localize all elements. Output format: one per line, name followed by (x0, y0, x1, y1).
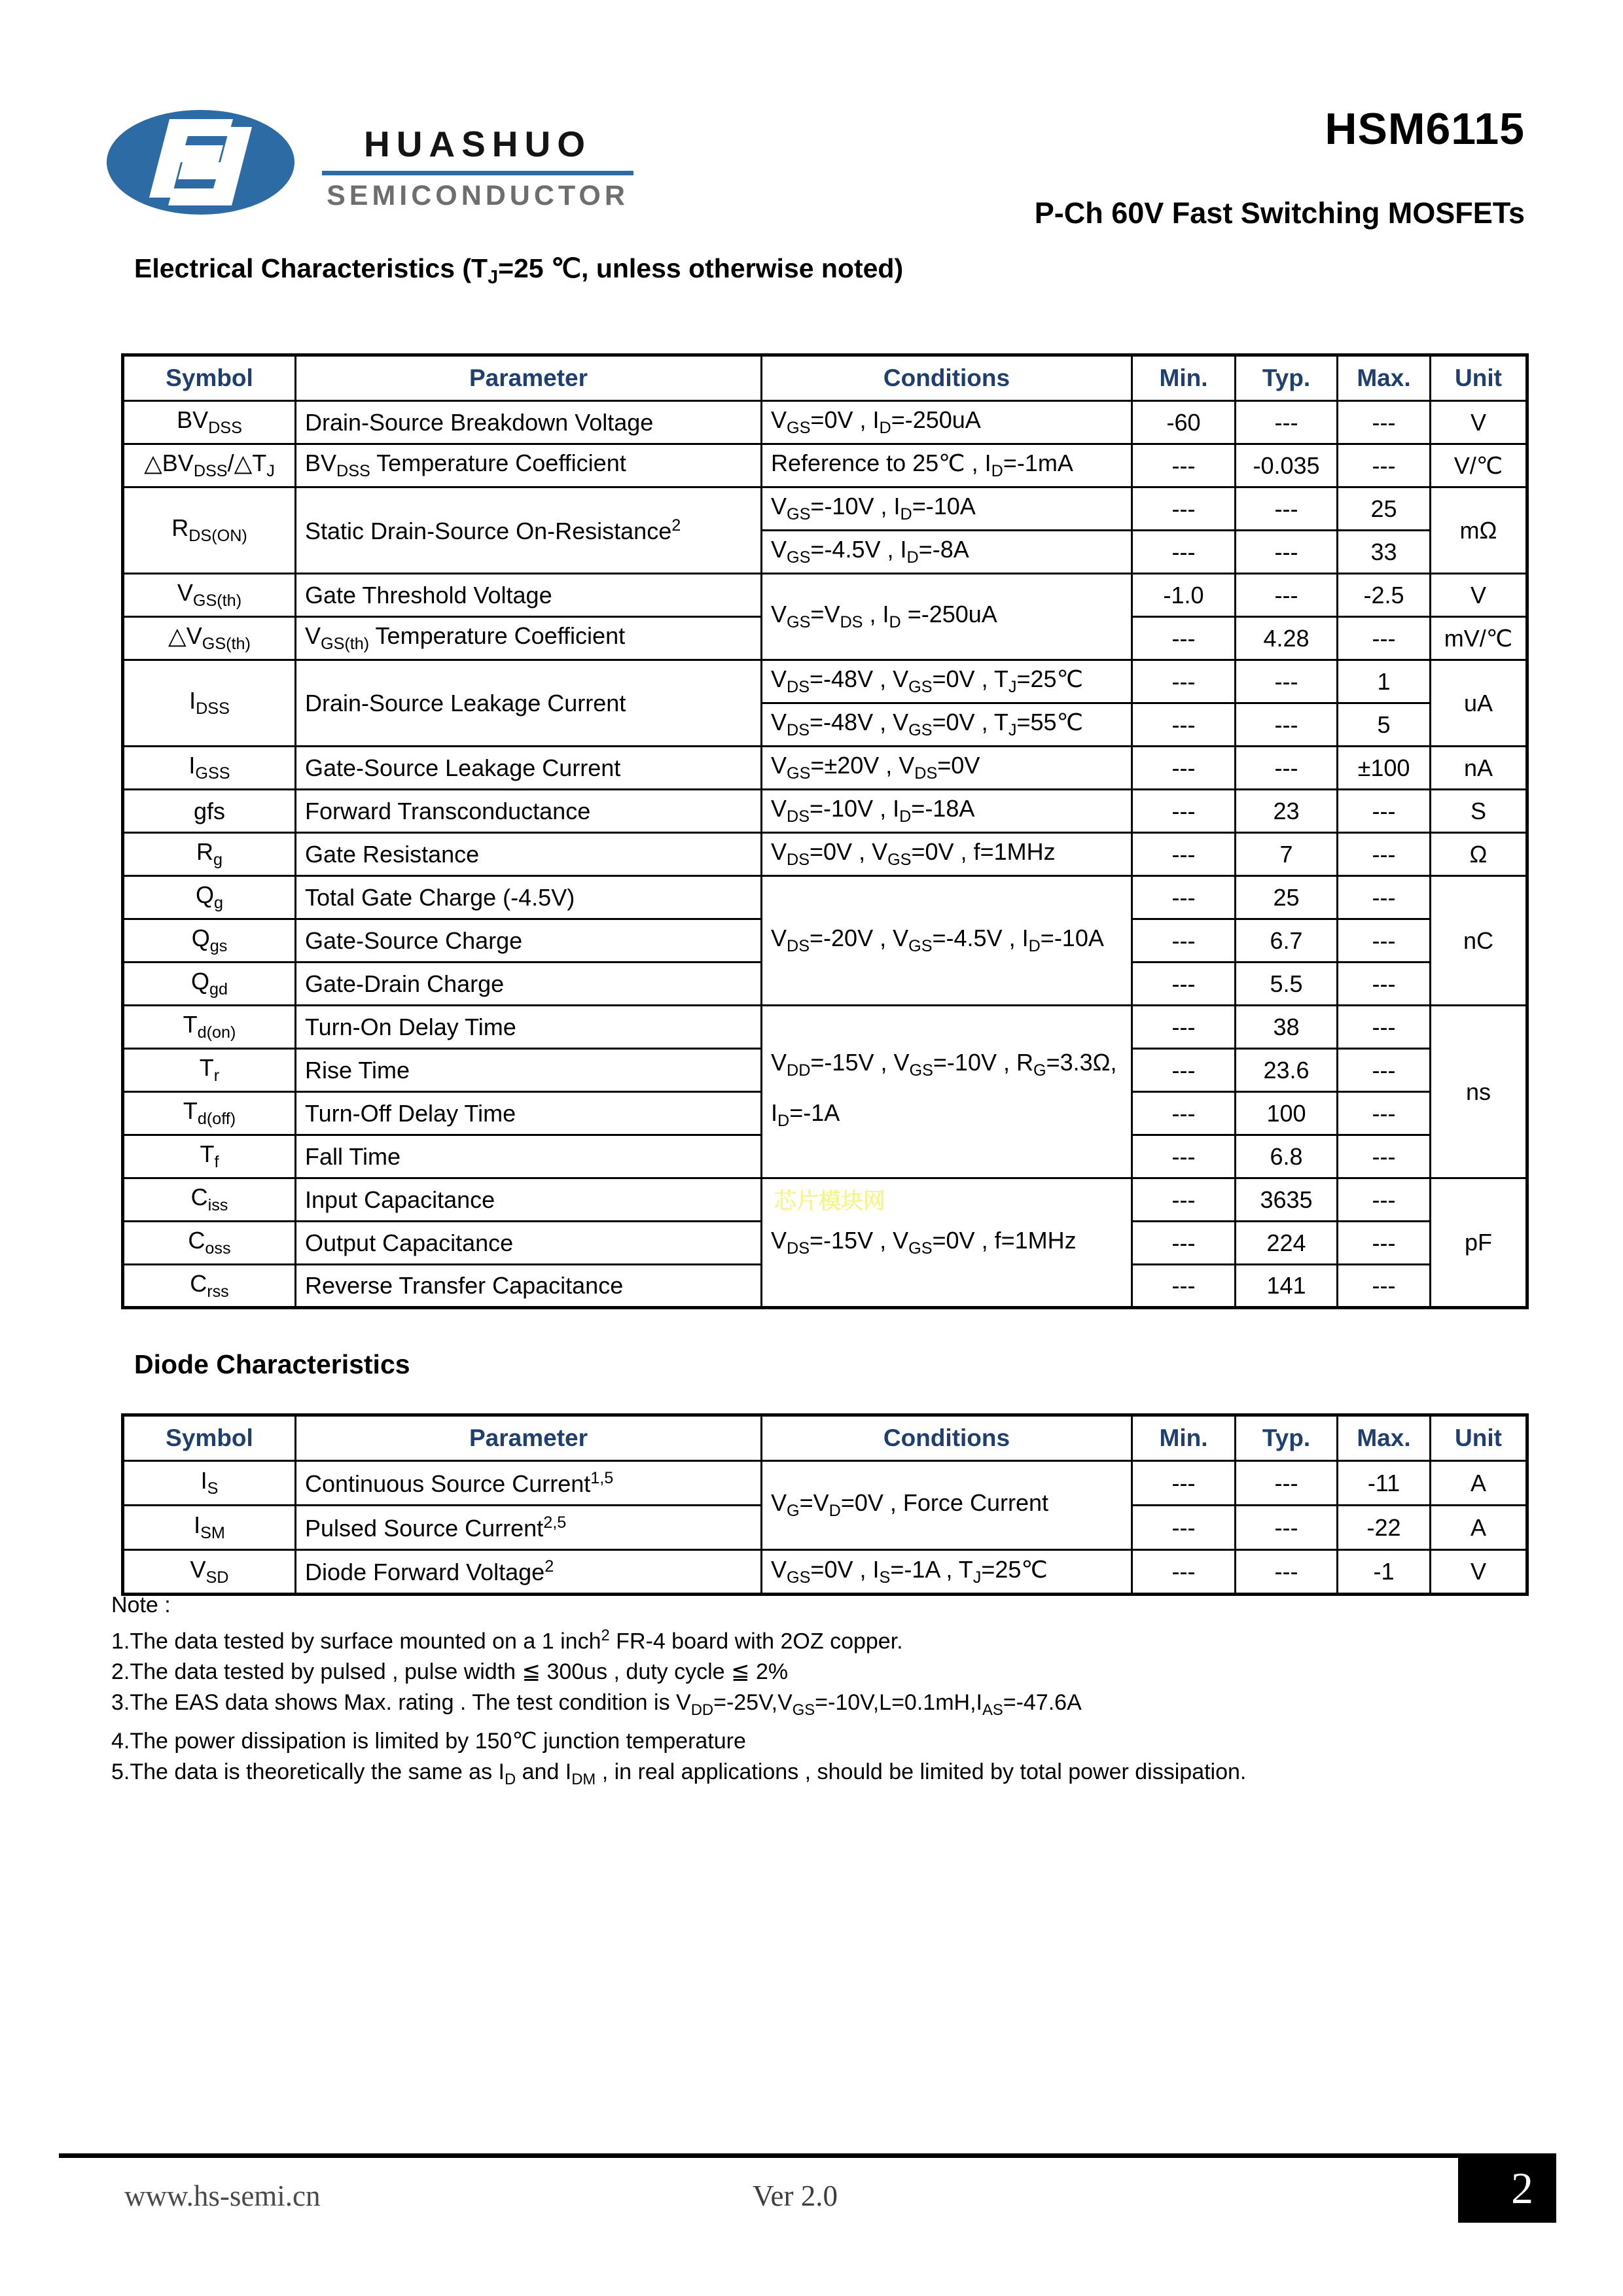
device-subtitle: P-Ch 60V Fast Switching MOSFETs (1034, 196, 1525, 230)
table-cell: --- (1338, 1222, 1431, 1265)
table-cell: V (1431, 1550, 1527, 1595)
table-cell: $BV_{DSS}$ Temperature Coefficient (296, 444, 762, 487)
table-cell: --- (1338, 833, 1431, 876)
electrical-characteristics-table (121, 353, 1529, 1309)
table-cell: 224 (1236, 1222, 1338, 1265)
table-cell: $I_{SM}$ (123, 1506, 296, 1550)
table-cell: S (1431, 790, 1527, 833)
table-cell: $V_{SD}$ (123, 1550, 296, 1595)
table-cell: Gate Threshold Voltage (296, 574, 762, 617)
table-cell: --- (1132, 660, 1236, 703)
note-item: 3.The EAS data shows Max. rating . The test condition is $V_{DD}=-25V,V_{GS}=-10V,L=0.1mH,I_{AS}=-47.6A$ (111, 1690, 1082, 1720)
column-header: Typ. (1236, 1415, 1338, 1461)
table-cell: --- (1132, 1178, 1236, 1222)
table-cell: --- (1236, 660, 1338, 703)
table-cell: --- (1132, 747, 1236, 790)
table-cell: -0.035 (1236, 444, 1338, 487)
table-cell: --- (1132, 1006, 1236, 1049)
table-cell: $V_{GS(th)}$ Temperature Coefficient (296, 617, 762, 660)
huashuo-logo-icon (107, 110, 294, 215)
table-cell: --- (1132, 531, 1236, 574)
table-cell: --- (1132, 487, 1236, 531)
table-cell: --- (1132, 1135, 1236, 1178)
table-cell: -11 (1338, 1461, 1431, 1506)
table-cell: -60 (1132, 401, 1236, 444)
table-cell: --- (1236, 703, 1338, 747)
table-cell: --- (1338, 1135, 1431, 1178)
table-cell: V (1431, 574, 1527, 617)
table-cell: --- (1338, 401, 1431, 444)
table-cell: --- (1132, 1092, 1236, 1135)
table-cell: Reference to 25℃ , $I_D=-1mA$ (762, 444, 1132, 487)
table-cell: --- (1132, 963, 1236, 1006)
table-row (123, 574, 1527, 617)
column-header: Parameter (296, 1415, 762, 1461)
table-cell: $T_r$ (123, 1049, 296, 1092)
table-cell: 25 (1236, 876, 1338, 919)
table-row (123, 876, 1527, 919)
table-cell: -1 (1338, 1550, 1431, 1595)
table-cell: $V_{GS}=0V$ , $I_D=-250uA$ (762, 401, 1132, 444)
table-cell: $Q_{gs}$ (123, 919, 296, 963)
table-cell: $R_{DS(ON)}$ (123, 487, 296, 574)
table-cell: $R_g$ (123, 833, 296, 876)
table-cell: $I_S$ (123, 1461, 296, 1506)
table-cell: --- (1132, 617, 1236, 660)
table-cell: --- (1132, 919, 1236, 963)
table-cell: --- (1132, 1461, 1236, 1506)
table-cell: $V_{DS}=0V$ , $V_{GS}=0V$ , f=1MHz (762, 833, 1132, 876)
table-cell: ±100 (1338, 747, 1431, 790)
table-row (123, 487, 1527, 531)
table-cell: $I_{GSS}$ (123, 747, 296, 790)
notes-label: Note : (111, 1593, 171, 1617)
table-cell: $T_{d(on)}$ (123, 1006, 296, 1049)
table-cell: Turn-Off Delay Time (296, 1092, 762, 1135)
table-cell: uA (1431, 660, 1527, 747)
table-cell: 100 (1236, 1092, 1338, 1135)
table-cell: --- (1132, 1222, 1236, 1265)
notes-section (111, 1593, 1246, 1798)
table-cell: 25 (1338, 487, 1431, 531)
table-cell: 7 (1236, 833, 1338, 876)
column-header: Symbol (123, 1415, 296, 1461)
table-cell: --- (1338, 617, 1431, 660)
table-cell: $T_f$ (123, 1135, 296, 1178)
table-cell: $T_{d(off)}$ (123, 1092, 296, 1135)
table-cell: $V_{DS}=-15V$ , $V_{GS}=0V$ , f=1MHz 芯片模块网 (762, 1178, 1132, 1308)
table-cell: $Q_g$ (123, 876, 296, 919)
table-cell: 4.28 (1236, 617, 1338, 660)
table-cell: $C_{rss}$ (123, 1265, 296, 1308)
table-cell: mV/℃ (1431, 617, 1527, 660)
table-cell: Total Gate Charge (-4.5V) (296, 876, 762, 919)
table-cell: 6.8 (1236, 1135, 1338, 1178)
table-cell: 3635 (1236, 1178, 1338, 1222)
table-cell: 5 (1338, 703, 1431, 747)
table-cell: --- (1236, 574, 1338, 617)
table-cell: A (1431, 1506, 1527, 1550)
table-cell: nA (1431, 747, 1527, 790)
table-cell: Output Capacitance (296, 1222, 762, 1265)
table-cell: --- (1338, 444, 1431, 487)
table-cell: $V_{DS}=-20V$ , $V_{GS}=-4.5V$ , $I_D=-10A$ (762, 876, 1132, 1006)
table-cell: Gate-Drain Charge (296, 963, 762, 1006)
table-cell: Diode Forward Voltage$^2$ (296, 1550, 762, 1595)
table-cell: $\triangle V_{GS(th)}$ (123, 617, 296, 660)
footer-version: Ver 2.0 (753, 2180, 838, 2212)
table-cell: Gate-Source Charge (296, 919, 762, 963)
table-cell: $V_{GS}=0V$ , $I_S=-1A$ , $T_J=25℃$ (762, 1550, 1132, 1595)
table-cell: --- (1132, 1049, 1236, 1092)
table-cell: Static Drain-Source On-Resistance$^2$ (296, 487, 762, 574)
note-item: 1.The data tested by surface mounted on a 1 inch$^2$ FR-4 board with 2OZ copper. (111, 1627, 903, 1654)
note-item: 5.The data is theoretically the same as $I_D$ and $I_{DM}$ , in real applications , should be limited by total power dissipation. (111, 1759, 1247, 1788)
table-cell: Fall Time (296, 1135, 762, 1178)
table-cell: --- (1236, 401, 1338, 444)
table-cell: --- (1132, 1550, 1236, 1595)
table-cell: $I_{DSS}$ (123, 660, 296, 747)
watermark-text: 芯片模块网 (774, 1189, 885, 1214)
note-item: 2.The data tested by pulsed , pulse width ≦ 300us , duty cycle ≦ 2% (111, 1659, 789, 1685)
table-cell: ns (1431, 1006, 1527, 1178)
table-row (123, 660, 1527, 703)
column-header: Symbol (123, 355, 296, 401)
diode-characteristics-table (121, 1413, 1529, 1596)
table-cell: $V_{DD}=-15V$ , $V_{GS}=-10V$ , $R_G=3.3\Omega$, $I_D=-1A$ (762, 1006, 1132, 1178)
table-cell: --- (1236, 747, 1338, 790)
table-cell: --- (1132, 876, 1236, 919)
table-cell: $C_{oss}$ (123, 1222, 296, 1265)
table-cell: --- (1338, 1049, 1431, 1092)
table-row (123, 747, 1527, 790)
table-cell: 38 (1236, 1006, 1338, 1049)
table-cell: Pulsed Source Current$^{2,5}$ (296, 1506, 762, 1550)
table-cell: 6.7 (1236, 919, 1338, 963)
table-cell: Rise Time (296, 1049, 762, 1092)
column-header: Parameter (296, 355, 762, 401)
table-cell: --- (1236, 531, 1338, 574)
table-cell: $V_{GS}=-10V$ , $I_D=-10A$ (762, 487, 1132, 531)
table-cell: gfs (123, 790, 296, 833)
table-cell: --- (1132, 444, 1236, 487)
table-cell: $C_{iss}$ (123, 1178, 296, 1222)
note-item: 4.The power dissipation is limited by 150℃ junction temperature (111, 1729, 746, 1754)
table-cell: $V_{GS(th)}$ (123, 574, 296, 617)
table-row (123, 401, 1527, 444)
table-cell: $V_{GS}=-4.5V$ , $I_D=-8A$ (762, 531, 1132, 574)
table-cell: V (1431, 401, 1527, 444)
table-row (123, 1178, 1527, 1222)
table-cell: pF (1431, 1178, 1527, 1308)
table-cell: --- (1338, 963, 1431, 1006)
column-header: Max. (1338, 1415, 1431, 1461)
table-cell: Gate-Source Leakage Current (296, 747, 762, 790)
table-cell: $V_{DS}=-10V$ , $I_D=-18A$ (762, 790, 1132, 833)
table-cell: Turn-On Delay Time (296, 1006, 762, 1049)
table-cell: Drain-Source Leakage Current (296, 660, 762, 747)
table-cell: --- (1236, 487, 1338, 531)
table-cell: Drain-Source Breakdown Voltage (296, 401, 762, 444)
footer-divider (59, 2153, 1458, 2158)
table-cell: --- (1236, 1461, 1338, 1506)
table-cell: mΩ (1431, 487, 1527, 574)
table-row (123, 833, 1527, 876)
table-cell: --- (1338, 1265, 1431, 1308)
table-cell: --- (1132, 703, 1236, 747)
table-cell: $BV_{DSS}$ (123, 401, 296, 444)
column-header: Max. (1338, 355, 1431, 401)
table-cell: -22 (1338, 1506, 1431, 1550)
brand-subname: SEMICONDUCTOR (327, 180, 629, 211)
table-row (123, 1550, 1527, 1595)
table-cell: --- (1236, 1506, 1338, 1550)
table-cell: -2.5 (1338, 574, 1431, 617)
table-cell: --- (1132, 790, 1236, 833)
column-header: Typ. (1236, 355, 1338, 401)
table-cell: $Q_{gd}$ (123, 963, 296, 1006)
table-cell: $\triangle BV_{DSS}/\triangle T_J$ (123, 444, 296, 487)
table-cell: nC (1431, 876, 1527, 1006)
table-cell: 23.6 (1236, 1049, 1338, 1092)
column-header: Conditions (762, 1415, 1132, 1461)
table-cell: Continuous Source Current$^{1,5}$ (296, 1461, 762, 1506)
table-cell: --- (1338, 1092, 1431, 1135)
table-cell: A (1431, 1461, 1527, 1506)
table-header-row (123, 355, 1527, 401)
column-header: Unit (1431, 355, 1527, 401)
brand-block (322, 123, 633, 212)
column-header: Min. (1132, 1415, 1236, 1461)
page-number: 2 (1511, 2163, 1533, 2213)
part-number-title: HSM6115 (1325, 104, 1525, 154)
column-header: Min. (1132, 355, 1236, 401)
page-number-badge (1458, 2153, 1556, 2223)
table-cell: --- (1338, 790, 1431, 833)
table-cell: $V_{GS}=V_{DS}$ , $I_D =-250uA$ (762, 574, 1132, 660)
table-row (123, 1006, 1527, 1049)
table-row (123, 1461, 1527, 1506)
table-cell: V/℃ (1431, 444, 1527, 487)
table-header-row (123, 1415, 1527, 1461)
table-cell: $V_{DS}=-48V$ , $V_{GS}=0V$ , $T_J=55℃$ (762, 703, 1132, 747)
table-cell: --- (1338, 876, 1431, 919)
table-cell: --- (1338, 919, 1431, 963)
table-cell: --- (1132, 833, 1236, 876)
table-cell: --- (1338, 1006, 1431, 1049)
table-cell: --- (1338, 1178, 1431, 1222)
table-cell: --- (1236, 1550, 1338, 1595)
table-cell: Ω (1431, 833, 1527, 876)
table-cell: $V_{GS}=\pm 20V$ , $V_{DS}=0V$ (762, 747, 1132, 790)
column-header: Conditions (762, 355, 1132, 401)
table-cell: -1.0 (1132, 574, 1236, 617)
electrical-characteristics-heading: Electrical Characteristics ($T_J=25$ ℃, unless otherwise noted) (134, 253, 904, 289)
diode-characteristics-heading: Diode Characteristics (134, 1349, 410, 1379)
table-cell: 23 (1236, 790, 1338, 833)
brand-name: HUASHUO (363, 124, 592, 164)
table-row (123, 444, 1527, 487)
table-cell: Input Capacitance (296, 1178, 762, 1222)
table-cell: 141 (1236, 1265, 1338, 1308)
brand-underline (322, 171, 633, 175)
table-cell: Forward Transconductance (296, 790, 762, 833)
table-cell: 5.5 (1236, 963, 1338, 1006)
table-cell: Gate Resistance (296, 833, 762, 876)
table-row (123, 790, 1527, 833)
table-cell: --- (1132, 1506, 1236, 1550)
table-cell: 1 (1338, 660, 1431, 703)
table-cell: --- (1132, 1265, 1236, 1308)
footer-website: www.hs-semi.cn (124, 2180, 321, 2212)
table-cell: 33 (1338, 531, 1431, 574)
table-cell: $V_{DS}=-48V$ , $V_{GS}=0V$ , $T_J=25℃$ (762, 660, 1132, 703)
table-cell: $V_G=V_D=0V$ , Force Current (762, 1461, 1132, 1550)
table-cell: Reverse Transfer Capacitance (296, 1265, 762, 1308)
column-header: Unit (1431, 1415, 1527, 1461)
